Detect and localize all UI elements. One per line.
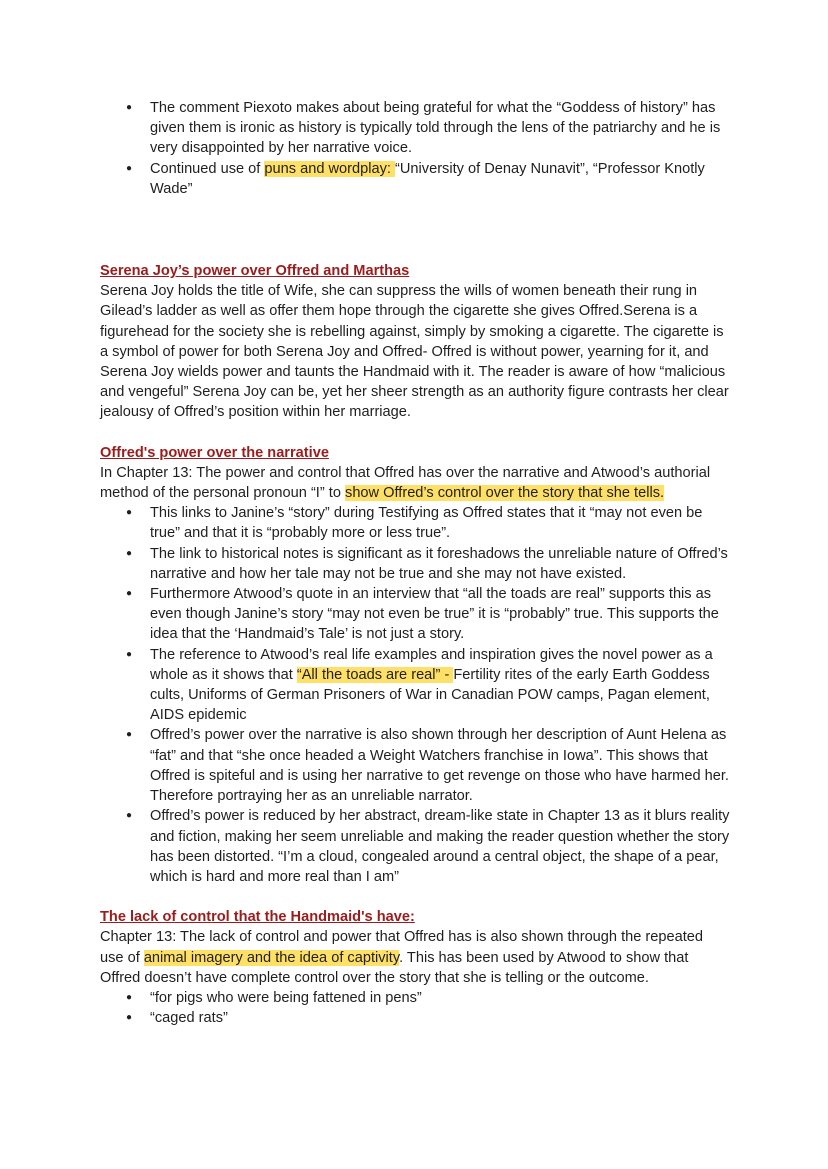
captivity-bullet-list: [0, 988, 828, 1028]
list-item: ● Furthermore Atwood’s quote in an interview that “all the toads are real” supports this as even though Janine’s story “may not even be true” it is “probably” true. This supports the idea that the ‘Handmaid’s Tale’ is not just a story.: [150, 584, 730, 645]
list-item: ● The comment Piexoto makes about being grateful for what the “Goddess of history” has given them is ironic as history is typically told through the lens of the patriarchy and he is very disappointed by her narrative voice.: [150, 98, 740, 159]
list-item: ● The link to historical notes is significant as it foreshadows the unreliable nature of Offred’s narrative and how her tale may not be true and she may not have existed.: [150, 544, 730, 584]
section-heading-narrative: Offred's power over the narrative: [100, 444, 329, 461]
paragraph-serena: Serena Joy holds the title of Wife, she can suppress the wills of women beneath their rung in Gilead’s ladder as well as offer them hope through the cigarette she gives Offred.Serena is a figurehead for the society she is rebelling against, simply by smoking a cigarette. The cigarette is a symbol of power for both Serena Joy and Offred- Offred is without power, yearning for it, and Serena Joy wields power and taunts the Handmaid with it. The reader is aware of how “malicious and vengeful” Serena Joy can be, yet her sheer strength as an authority figure contrasts her clear jealousy of Offred’s position within her marriage.: [100, 283, 729, 421]
narrative-bullet-list: [0, 503, 828, 887]
list-item: ● Continued use of puns and wordplay: “University of Denay Nunavit”, “Professor Knotly Wade”: [150, 159, 740, 199]
list-item: ● “for pigs who were being fattened in pens”: [150, 988, 730, 1008]
highlight: puns and wordplay:: [264, 160, 396, 177]
list-item: ● Offred’s power is reduced by her abstract, dream-like state in Chapter 13 as it blurs reality and fiction, making her seem unreliable and making the reader question whether the story has been distorted. “I’m a cloud, congealed around a central object, the shape of a pear, which is hard and more real than I am”: [150, 806, 730, 887]
section-heading-lack-of-control: The lack of control that the Handmaid's have:: [100, 909, 415, 926]
highlight: animal imagery and the idea of captivity: [143, 949, 400, 966]
intro-bullet-list: [0, 98, 828, 199]
section-heading-serena: Serena Joy’s power over Offred and Marthas: [100, 263, 410, 280]
list-item: ● Offred’s power over the narrative is also shown through her description of Aunt Helena as “fat” and that “she once headed a Weight Watchers franchise in Iowa”. This shows that Offred is spiteful and is using her narrative to get revenge on those who have harmed her. Therefore portraying her as an unreliable narrator.: [150, 725, 730, 806]
paragraph-lack-of-control: Chapter 13: The lack of control and power that Offred has is also shown through the repeated use of animal imagery and the idea of captivity. This has been used by Atwood to show that Offred doesn’t have complete control over the story that she is telling or the outcome.: [100, 929, 704, 986]
paragraph-narrative-intro: In Chapter 13: The power and control that Offred has over the narrative and Atwood’s authorial method of the personal pronoun “I” to show Offred’s control over the story that she tells.: [100, 464, 711, 502]
highlight: “All the toads are real” -: [296, 666, 454, 683]
highlight: show Offred’s control over the story that she tells.: [345, 485, 665, 502]
list-item: ● This links to Janine’s “story” during Testifying as Offred states that it “may not even be true” and that it is “probably more or less true”.: [150, 503, 730, 543]
list-item: ● “caged rats”: [150, 1008, 730, 1028]
list-item: ● The reference to Atwood’s real life examples and inspiration gives the novel power as a whole as it shows that “All the toads are real” - Fertility rites of the early Earth Goddess cults, Uniforms of German Prisoners of War in Canadian POW camps, Pagan element, AIDS epidemic: [150, 645, 730, 726]
